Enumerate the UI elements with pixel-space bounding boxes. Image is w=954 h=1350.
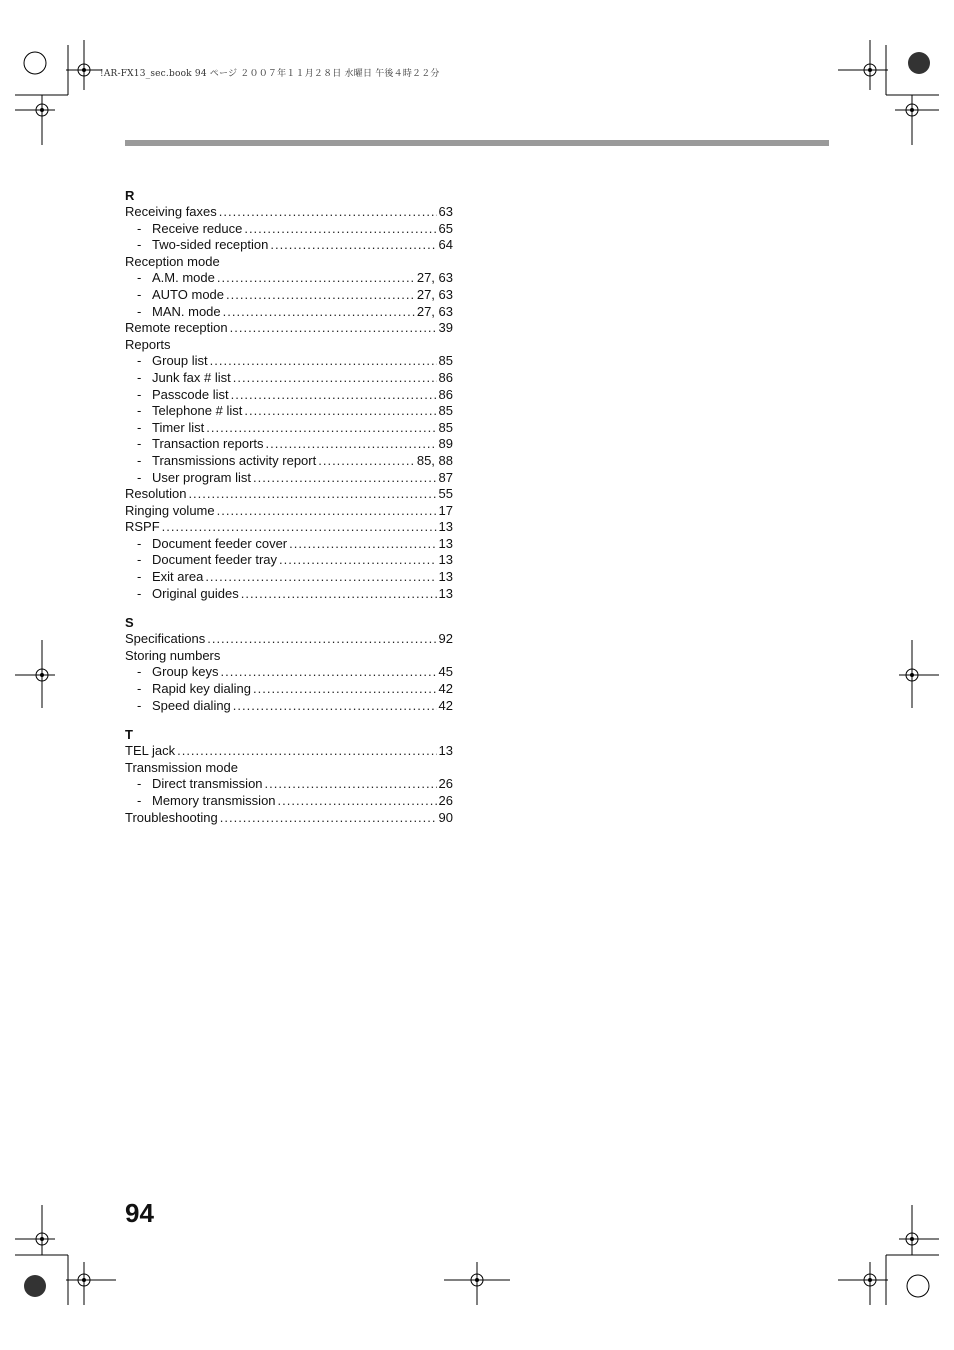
entry-page: 85, 88 [416,452,453,468]
entry-page: 89 [438,436,453,452]
subentry-dash: - [137,664,142,680]
index-subentry [125,552,453,569]
index-subentry [125,353,453,370]
dot-leader [220,810,437,827]
dot-leader [217,503,437,520]
index-section [125,187,453,602]
subentry-dash: - [137,353,142,369]
dot-leader [244,403,436,420]
entry-page: 13 [438,585,453,601]
entry-label: Exit area [152,569,204,585]
index-subentry [125,387,453,404]
dot-leader [207,631,436,648]
index-subentry [125,586,453,603]
subentry-dash: - [137,469,142,485]
entry-page: 85 [438,403,453,419]
subentry-dash: - [137,569,142,585]
index-subentry [125,270,453,287]
entry-label: Troubleshooting [125,809,218,825]
entry-page: 92 [438,631,453,647]
index-subentry [125,698,453,715]
entry-label: Receive reduce [152,220,243,236]
index-subentry [125,536,453,553]
entry-label: Speed dialing [152,697,231,713]
subentry-dash: - [137,303,142,319]
index-entry [125,486,453,503]
subentry-dash: - [137,270,142,286]
entry-page: 63 [438,204,453,219]
index-subentry [125,237,453,254]
entry-label: Transaction reports [152,436,264,452]
entry-label: Specifications [125,631,206,647]
subentry-dash: - [137,220,142,236]
entry-page: 26 [438,776,453,792]
dot-leader [206,420,436,437]
entry-label: Ringing volume [125,502,215,518]
entry-label: A.M. mode [152,270,215,286]
dot-leader [231,387,437,404]
entry-page: 17 [438,502,453,518]
subentry-dash: - [137,237,142,253]
entry-label: Reception mode [125,253,220,269]
dot-leader [289,536,436,553]
entry-label: Rapid key dialing [152,681,252,697]
entry-label: Storing numbers [125,647,221,663]
entry-page: 13 [438,535,453,551]
index-subentry [125,793,453,810]
entry-label: MAN. mode [152,303,221,319]
section-letter: S [125,615,134,631]
subentry-dash: - [137,286,142,302]
entry-label: Receiving faxes [125,204,217,219]
index-entry [125,760,453,777]
dot-leader [210,353,437,370]
entry-page: 27, 63 [416,270,453,286]
index-entry [125,631,453,648]
header-rule [125,140,829,146]
index-subentry [125,664,453,681]
entry-page: 39 [438,320,453,336]
dot-leader [266,436,437,453]
subentry-dash: - [137,552,142,568]
index-entry [125,519,453,536]
dot-leader [265,776,437,793]
entry-page: 90 [438,809,453,825]
subentry-dash: - [137,436,142,452]
dot-leader [219,204,437,221]
subentry-dash: - [137,386,142,402]
entry-page: 87 [438,469,453,485]
entry-page: 86 [438,386,453,402]
subentry-dash: - [137,535,142,551]
dot-leader [279,552,437,569]
entry-label: Document feeder tray [152,552,278,568]
entry-label: Document feeder cover [152,535,288,551]
index-entry [125,320,453,337]
subentry-dash: - [137,697,142,713]
entry-page: 85 [438,419,453,435]
dot-leader [241,586,437,603]
dot-leader [188,486,436,503]
entry-label: Remote reception [125,320,228,336]
entry-page: 13 [438,743,453,759]
subentry-dash: - [137,776,142,792]
index-subentry [125,420,453,437]
subentry-dash: - [137,585,142,601]
entry-label: Transmissions activity report [152,452,317,468]
entry-label: User program list [152,469,251,485]
index-subentry [125,453,453,470]
entry-page: 27, 63 [416,286,453,302]
subentry-dash: - [137,681,142,697]
index-entry [125,337,453,354]
entry-label: AUTO mode [152,286,225,302]
entry-page: 45 [438,664,453,680]
subentry-dash: - [137,403,142,419]
entry-page: 85 [438,353,453,369]
page-number: 94 [125,1198,154,1228]
index-subentry [125,304,453,321]
entry-page: 42 [438,697,453,713]
entry-label: RSPF [125,519,160,535]
entry-page: 86 [438,369,453,385]
dot-leader [253,470,437,487]
book-header-info: !AR-FX13_sec.book 94 ページ ２００７年１１月２８日 水曜日 午後４時２２分 [100,69,440,79]
entry-label: Resolution [125,486,187,502]
entry-label: Direct transmission [152,776,263,792]
dot-leader [253,681,437,698]
dot-leader [233,370,437,387]
entry-label: Two-sided reception [152,237,269,253]
dot-leader [205,569,436,586]
subentry-dash: - [137,793,142,808]
entry-page: 65 [438,220,453,236]
entry-page: 13 [438,519,453,535]
entry-label: Passcode list [152,386,229,402]
subentry-dash: - [137,369,142,385]
entry-page: 13 [438,552,453,568]
index-entry [125,503,453,520]
entry-label: Timer list [152,419,205,435]
index-subentry [125,776,453,793]
index-subentry [125,370,453,387]
index-section [125,614,453,714]
dot-leader [162,519,437,536]
subentry-dash: - [137,452,142,468]
index-subentry [125,681,453,698]
dot-leader [230,320,437,337]
entry-page: 27, 63 [416,303,453,319]
index-subentry [125,221,453,238]
subentry-dash: - [137,419,142,435]
section-letter: R [125,188,135,203]
index-entry [125,810,453,827]
entry-label: Group keys [152,664,219,680]
index-entry [125,204,453,221]
entry-label: Memory transmission [152,793,276,808]
dot-leader [223,304,415,321]
entry-label: Telephone # list [152,403,243,419]
entry-page: 26 [438,793,453,808]
index-list [125,187,453,838]
entry-page: 42 [438,681,453,697]
entry-label: TEL jack [125,743,176,759]
index-subentry [125,403,453,420]
index-subentry [125,569,453,586]
index-subentry [125,436,453,453]
dot-leader [217,270,415,287]
index-entry [125,743,453,760]
entry-page: 13 [438,569,453,585]
entry-page: 55 [438,486,453,502]
entry-label: Original guides [152,585,239,601]
dot-leader [220,664,436,681]
index-entry [125,254,453,271]
index-entry [125,648,453,665]
dot-leader [278,793,437,810]
index-subentry [125,470,453,487]
dot-leader [233,698,437,715]
dot-leader [318,453,415,470]
entry-page: 64 [438,237,453,253]
entry-label: Reports [125,336,171,352]
dot-leader [177,743,436,760]
dot-leader [226,287,415,304]
entry-label: Group list [152,353,208,369]
dot-leader [244,221,436,238]
dot-leader [270,237,436,254]
section-letter: T [125,727,133,743]
index-subentry [125,287,453,304]
entry-label: Junk fax # list [152,369,231,385]
entry-label: Transmission mode [125,759,238,775]
index-section [125,726,453,826]
